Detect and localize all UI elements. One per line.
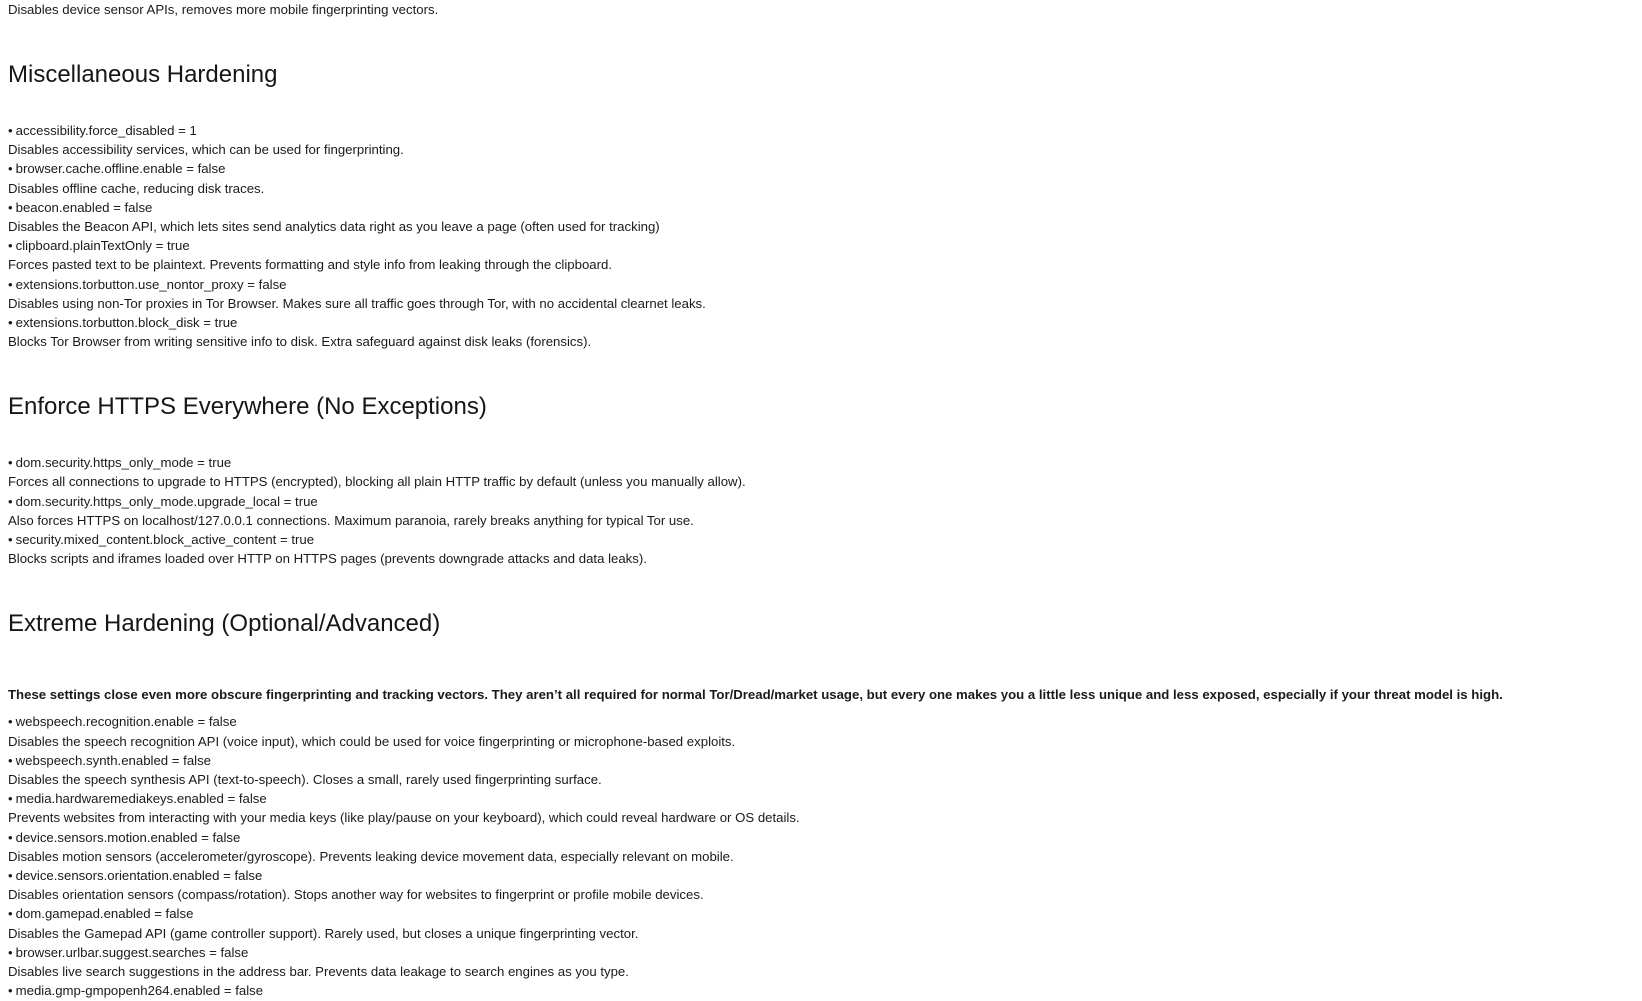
pref-text: beacon.enabled = false <box>15 199 153 215</box>
desc-line: Blocks Tor Browser from writing sensitive info to disk. Extra safeguard against disk leaks (forensics). <box>8 334 592 350</box>
section-heading: Extreme Hardening (Optional/Advanced) <box>8 610 441 638</box>
pref-line <box>8 492 1634 511</box>
bullet-icon: • <box>8 238 13 254</box>
pref-line <box>8 453 1634 472</box>
pref-line <box>8 789 1634 808</box>
pref-list <box>8 453 1634 568</box>
desc-line: Also forces HTTPS on localhost/127.0.0.1 connections. Maximum paranoia, rarely breaks anything for typical Tor use. <box>8 512 694 528</box>
intro-line: Disables device sensor APIs, removes more mobile fingerprinting vectors. <box>8 2 439 17</box>
pref-list <box>8 121 1634 351</box>
pref-text: device.sensors.motion.enabled = false <box>15 829 241 845</box>
bullet-icon: • <box>8 791 13 807</box>
pref-line <box>8 712 1634 731</box>
pref-line <box>8 904 1634 923</box>
pref-text: media.hardwaremediakeys.enabled = false <box>15 791 267 807</box>
desc-line: Forces pasted text to be plaintext. Prevents formatting and style info from leaking through the clipboard. <box>8 257 613 273</box>
pref-text: media.gmp-gmpopenh264.enabled = false <box>15 983 264 999</box>
pref-text: security.mixed_content.block_active_content = true <box>15 532 315 548</box>
desc-line: Disables offline cache, reducing disk traces. <box>8 180 265 196</box>
bullet-icon: • <box>8 276 13 292</box>
section-heading: Enforce HTTPS Everywhere (No Exceptions) <box>8 393 487 421</box>
bullet-icon: • <box>8 455 13 471</box>
bullet-icon: • <box>8 315 13 331</box>
bullet-icon: • <box>8 944 13 960</box>
pref-text: extensions.torbutton.use_nontor_proxy = false <box>15 276 287 292</box>
sections-container <box>8 61 1634 1000</box>
document-page <box>8 0 1634 1001</box>
pref-text: clipboard.plainTextOnly = true <box>15 238 190 254</box>
pref-line <box>8 313 1634 332</box>
desc-line: Blocks scripts and iframes loaded over HTTP on HTTPS pages (prevents downgrade attacks and data leaks). <box>8 551 647 567</box>
pref-list <box>8 712 1634 1000</box>
desc-line: Disables orientation sensors (compass/rotation). Stops another way for websites to fingerprint or profile mobile devices. <box>8 887 704 903</box>
pref-line <box>8 236 1634 255</box>
bullet-icon: • <box>8 714 13 730</box>
pref-text: webspeech.recognition.enable = false <box>15 714 237 730</box>
bullet-icon: • <box>8 752 13 768</box>
pref-line <box>8 159 1634 178</box>
bullet-icon: • <box>8 868 13 884</box>
pref-text: browser.urlbar.suggest.searches = false <box>15 944 249 960</box>
desc-line: Forces all connections to upgrade to HTTPS (encrypted), blocking all plain HTTP traffic by default (unless you manually allow). <box>8 474 746 490</box>
pref-line <box>8 828 1634 847</box>
pref-line <box>8 275 1634 294</box>
desc-line: Disables the speech synthesis API (text-to-speech). Closes a small, rarely used fingerprinting surface. <box>8 772 602 788</box>
bullet-icon: • <box>8 493 13 509</box>
desc-line: Disables the speech recognition API (voice input), which could be used for voice fingerprinting or microphone-based exploits. <box>8 733 736 749</box>
bullet-icon: • <box>8 983 13 999</box>
bullet-icon: • <box>8 161 13 177</box>
desc-line: Disables motion sensors (accelerometer/gyroscope). Prevents leaking device movement data, especially relevant on mobile. <box>8 848 734 864</box>
desc-line: Disables live search suggestions in the address bar. Prevents data leakage to search engines as you type. <box>8 964 629 980</box>
section-heading: Miscellaneous Hardening <box>8 61 278 89</box>
pref-text: browser.cache.offline.enable = false <box>15 161 226 177</box>
bullet-icon: • <box>8 906 13 922</box>
pref-line <box>8 943 1634 962</box>
pref-text: accessibility.force_disabled = 1 <box>15 123 197 138</box>
pref-text: device.sensors.orientation.enabled = false <box>15 868 263 884</box>
bullet-icon: • <box>8 532 13 548</box>
pref-line <box>8 530 1634 549</box>
pref-line <box>8 121 1634 140</box>
bullet-icon: • <box>8 123 13 138</box>
pref-text: webspeech.synth.enabled = false <box>15 752 212 768</box>
desc-line: Disables the Beacon API, which lets sites send analytics data right as you leave a page (often used for tracking) <box>8 219 660 235</box>
pref-text: dom.gamepad.enabled = false <box>15 906 194 922</box>
pref-text: dom.security.https_only_mode = true <box>15 455 232 471</box>
bullet-icon: • <box>8 199 13 215</box>
pref-line <box>8 981 1634 1000</box>
pref-text: dom.security.https_only_mode.upgrade_local = true <box>15 493 318 509</box>
pref-text: extensions.torbutton.block_disk = true <box>15 315 238 331</box>
bullet-icon: • <box>8 829 13 845</box>
pref-line <box>8 198 1634 217</box>
desc-line: Disables using non-Tor proxies in Tor Browser. Makes sure all traffic goes through Tor, with no accidental clearnet leaks. <box>8 295 706 311</box>
pref-line <box>8 866 1634 885</box>
desc-line: Disables the Gamepad API (game controller support). Rarely used, but closes a unique fingerprinting vector. <box>8 925 639 941</box>
pref-line <box>8 751 1634 770</box>
desc-line: Disables accessibility services, which can be used for fingerprinting. <box>8 142 404 158</box>
desc-line: Prevents websites from interacting with your media keys (like play/pause on your keyboard), which could reveal hardware or OS details. <box>8 810 800 826</box>
section-note: These settings close even more obscure fingerprinting and tracking vectors. They aren’t all required for normal Tor/Dread/market usage, but every one makes you a little less unique and less exposed, especially if your threat model is high. <box>8 687 1503 703</box>
